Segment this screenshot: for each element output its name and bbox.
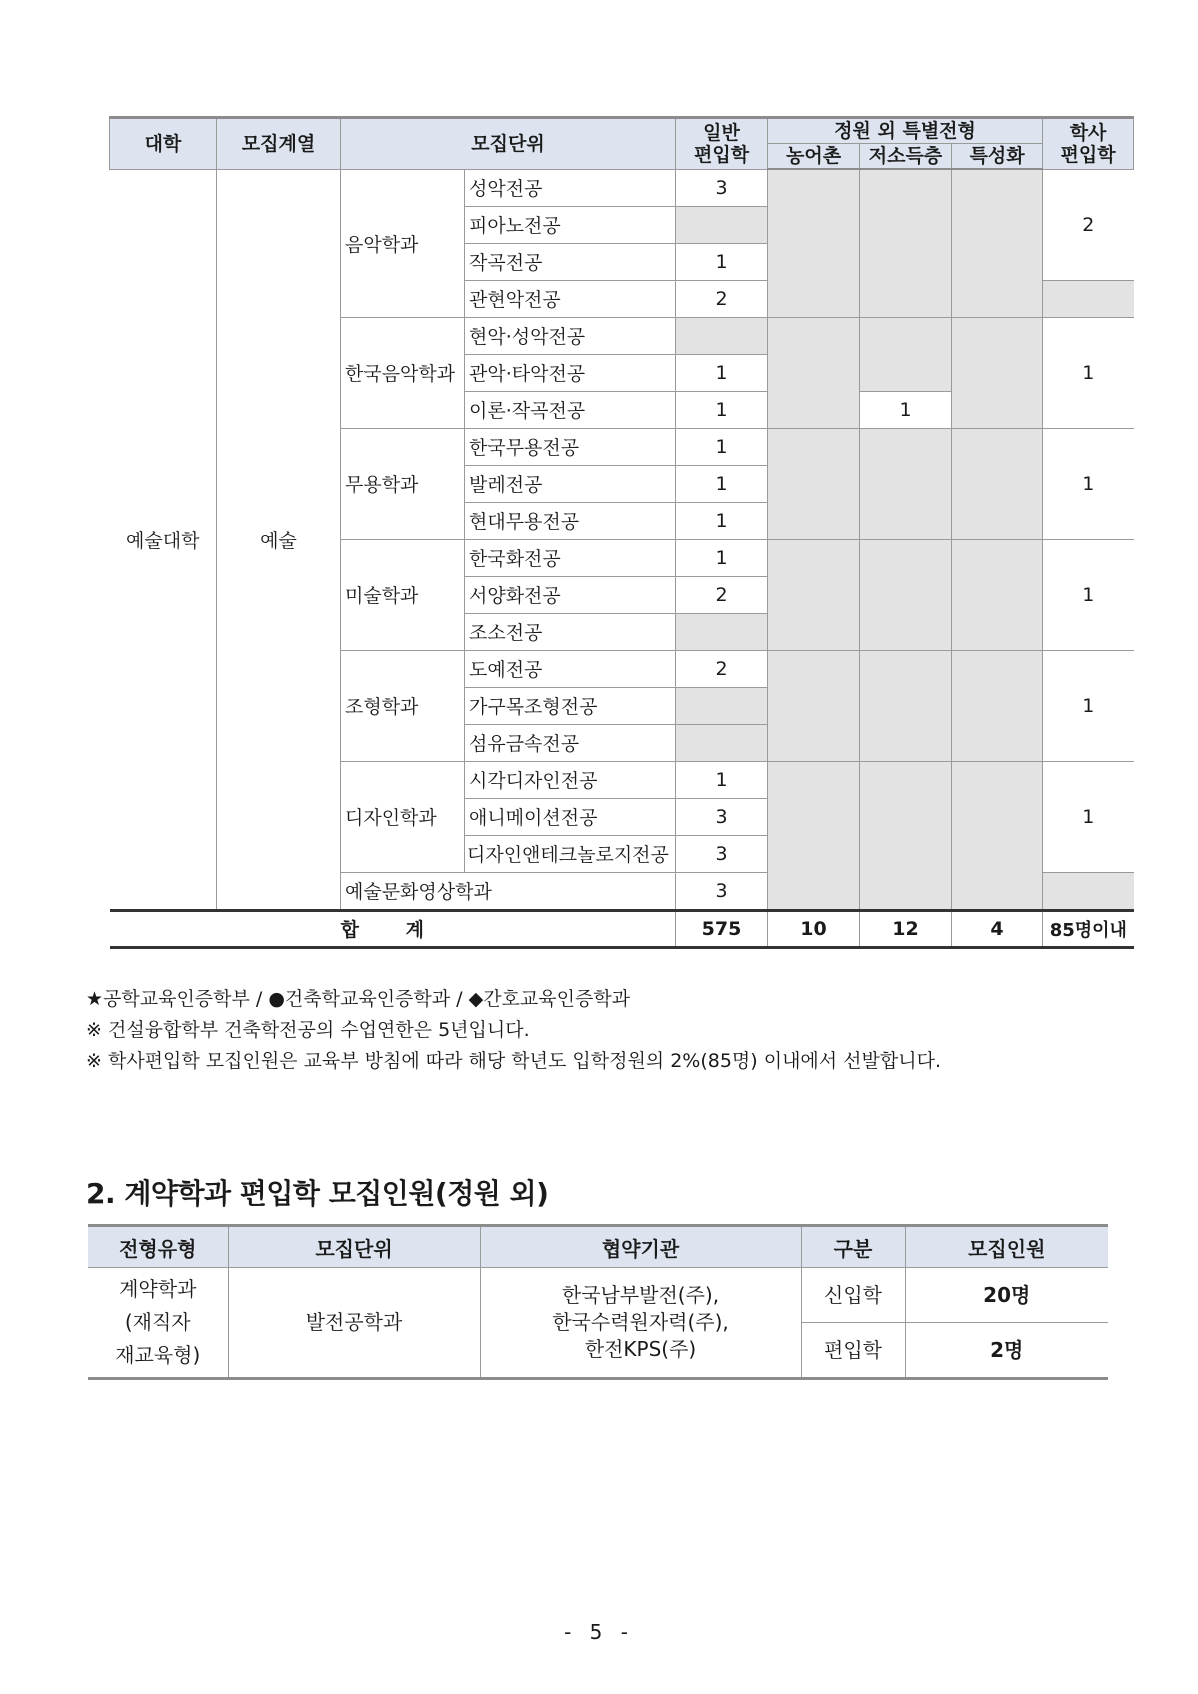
general-cell: 1 (676, 539, 768, 576)
table-row (88, 1268, 1108, 1323)
table-row (110, 169, 1134, 206)
major-cell: 시각디자인전공 (465, 761, 676, 798)
major-cell: 관악·타악전공 (465, 354, 676, 391)
shaded-cell (1043, 280, 1134, 317)
header-college: 대학 (110, 118, 217, 170)
shaded-cell (952, 169, 1043, 317)
general-cell (676, 317, 768, 354)
low-income-cell: 1 (860, 391, 952, 428)
shaded-cell (952, 650, 1043, 761)
major-cell: 애니메이션전공 (465, 798, 676, 835)
general-cell: 1 (676, 354, 768, 391)
shaded-cell (952, 317, 1043, 428)
total-specialized: 4 (952, 910, 1043, 947)
category-cell: 편입학 (801, 1323, 905, 1379)
org-cell: 한국남부발전(주), 한국수력원자력(주), 한전KPS(주) (480, 1268, 801, 1379)
section-title: 2. 계약학과 편입학 모집인원(정원 외) (86, 1177, 549, 1210)
general-cell: 2 (676, 280, 768, 317)
bachelor-cell: 1 (1043, 650, 1134, 761)
header-type: 전형유형 (88, 1226, 228, 1268)
major-cell: 한국화전공 (465, 539, 676, 576)
general-cell: 2 (676, 650, 768, 687)
general-cell: 1 (676, 428, 768, 465)
total-rural: 10 (768, 910, 860, 947)
shaded-cell (1043, 872, 1134, 910)
shaded-cell (952, 428, 1043, 539)
header-unit: 모집단위 (228, 1226, 480, 1268)
field-cell: 예술 (217, 169, 341, 910)
page-number: - 5 - (564, 1620, 634, 1644)
general-cell (676, 206, 768, 243)
header-bachelor: 학사 편입학 (1043, 118, 1134, 170)
shaded-cell (860, 539, 952, 650)
major-cell: 디자인앤테크놀로지전공 (465, 835, 676, 872)
general-cell (676, 724, 768, 761)
shaded-cell (860, 169, 952, 317)
note-line: ★공학교육인증학부 / ●건축학교육인증학과 / ◆간호교육인증학과 (86, 988, 631, 1010)
bachelor-cell: 1 (1043, 539, 1134, 650)
header-low-income: 저소득층 (860, 144, 952, 170)
shaded-cell (860, 317, 952, 391)
general-cell: 3 (676, 798, 768, 835)
major-cell: 서양화전공 (465, 576, 676, 613)
total-low-income: 12 (860, 910, 952, 947)
shaded-cell (768, 317, 860, 428)
shaded-cell (768, 169, 860, 317)
shaded-cell (768, 539, 860, 650)
college-cell: 예술대학 (110, 169, 217, 910)
general-cell: 1 (676, 391, 768, 428)
major-cell: 이론·작곡전공 (465, 391, 676, 428)
major-cell: 작곡전공 (465, 243, 676, 280)
header-org: 협약기관 (480, 1226, 801, 1268)
header-field: 모집계열 (217, 118, 341, 170)
shaded-cell (860, 761, 952, 910)
general-cell: 1 (676, 243, 768, 280)
unit-cell: 발전공학과 (228, 1268, 480, 1379)
header-special: 정원 외 특별전형 (768, 118, 1043, 144)
shaded-cell (768, 428, 860, 539)
department-cell: 예술문화영상학과 (341, 872, 676, 910)
major-cell: 현악·성악전공 (465, 317, 676, 354)
count-cell: 2명 (905, 1323, 1108, 1379)
bachelor-cell: 1 (1043, 428, 1134, 539)
shaded-cell (952, 761, 1043, 910)
major-cell: 성악전공 (465, 169, 676, 206)
type-cell: 계약학과 (재직자 재교육형) (88, 1268, 228, 1379)
note-line: ※ 건설융합학부 건축학전공의 수업연한은 5년입니다. (86, 1019, 530, 1041)
general-cell: 3 (676, 169, 768, 206)
total-label: 합 계 (110, 910, 676, 947)
header-category: 구분 (801, 1226, 905, 1268)
total-general: 575 (676, 910, 768, 947)
contract-dept-table (88, 1224, 1108, 1380)
general-cell (676, 687, 768, 724)
recruitment-table (109, 116, 1134, 949)
general-cell: 1 (676, 761, 768, 798)
shaded-cell (860, 428, 952, 539)
general-cell: 1 (676, 502, 768, 539)
major-cell: 한국무용전공 (465, 428, 676, 465)
general-cell: 3 (676, 872, 768, 910)
bachelor-cell: 1 (1043, 761, 1134, 872)
header-specialized: 특성화 (952, 144, 1043, 170)
general-cell: 3 (676, 835, 768, 872)
bachelor-cell: 1 (1043, 317, 1134, 428)
department-cell: 음악학과 (341, 169, 465, 317)
header-general: 일반 편입학 (676, 118, 768, 170)
general-cell (676, 613, 768, 650)
total-bachelor: 85명이내 (1043, 910, 1134, 947)
major-cell: 조소전공 (465, 613, 676, 650)
department-cell: 한국음악학과 (341, 317, 465, 428)
major-cell: 현대무용전공 (465, 502, 676, 539)
major-cell: 발레전공 (465, 465, 676, 502)
header-unit: 모집단위 (341, 118, 676, 170)
general-cell: 2 (676, 576, 768, 613)
header-count: 모집인원 (905, 1226, 1108, 1268)
shaded-cell (768, 761, 860, 910)
major-cell: 피아노전공 (465, 206, 676, 243)
department-cell: 무용학과 (341, 428, 465, 539)
count-cell: 20명 (905, 1268, 1108, 1323)
note-line: ※ 학사편입학 모집인원은 교육부 방침에 따라 해당 학년도 입학정원의 2%(85명) 이내에서 선발합니다. (86, 1050, 941, 1072)
category-cell: 신입학 (801, 1268, 905, 1323)
shaded-cell (952, 539, 1043, 650)
header-rural: 농어촌 (768, 144, 860, 170)
shaded-cell (768, 650, 860, 761)
department-cell: 조형학과 (341, 650, 465, 761)
notes (86, 984, 941, 1077)
department-cell: 디자인학과 (341, 761, 465, 872)
total-row (110, 910, 1134, 947)
bachelor-cell: 2 (1043, 169, 1134, 280)
major-cell: 가구목조형전공 (465, 687, 676, 724)
department-cell: 미술학과 (341, 539, 465, 650)
shaded-cell (860, 650, 952, 761)
major-cell: 관현악전공 (465, 280, 676, 317)
major-cell: 도예전공 (465, 650, 676, 687)
general-cell: 1 (676, 465, 768, 502)
major-cell: 섬유금속전공 (465, 724, 676, 761)
